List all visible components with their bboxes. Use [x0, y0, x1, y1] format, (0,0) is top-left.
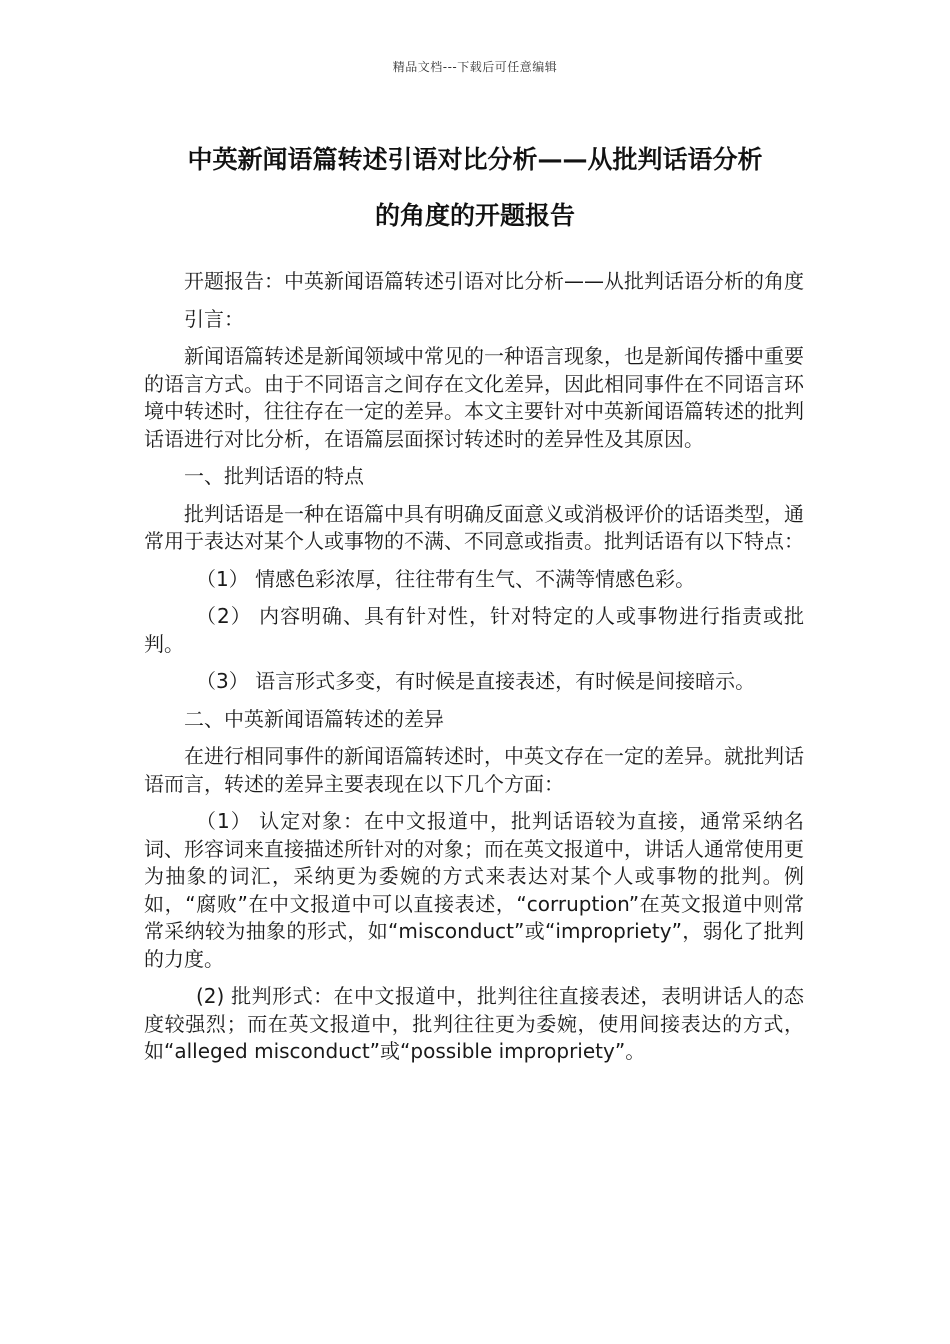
intro-heading: 引言：: [184, 306, 244, 331]
difference-item-1: （1） 认定对象：在中文报道中，批判话语较为直接，通常采纳名词、形容词来直接描述所针对的对象；而在英文报道中，讲话人通常使用更为抽象的词汇，采纳更为委婉的方式来表达对某个人或事物的批判。例如，“腐败”在中文报道中可以直接表述，“corruption”在英文报道中则常常采纳较为抽象的形式，如“misconduct”或“impropriety”，弱化了批判的力度。: [144, 809, 804, 971]
subtitle-paragraph: 开题报告：中英新闻语篇转述引语对比分析——从批判话语分析的角度: [184, 269, 804, 293]
difference-item-2: (2) 批判形式：在中文报道中，批判往往直接表述，表明讲话人的态度较强烈；而在英文报道中，批判往往更为委婉，使用间接表达的方式，如“alleged misconduct”或“possible impropriety”。: [144, 984, 804, 1063]
list-item-2: （2） 内容明确、具有针对性，针对特定的人或事物进行指责或批判。: [144, 604, 804, 656]
section-2-paragraph: 在进行相同事件的新闻语篇转述时，中英文存在一定的差异。就批判话语而言，转述的差异主要表现在以下几个方面：: [144, 744, 804, 796]
intro-paragraph: 新闻语篇转述是新闻领域中常见的一种语言现象，也是新闻传播中重要的语言方式。由于不同语言之间存在文化差异，因此相同事件在不同语言环境中转述时，往往存在一定的差异。本文主要针对中英新闻语篇转述的批判话语进行对比分析，在语篇层面探讨转述时的差异性及其原因。: [144, 344, 804, 451]
title-line-2: 的角度的开题报告: [374, 201, 575, 230]
section-1-paragraph: 批判话语是一种在语篇中具有明确反面意义或消极评价的话语类型，通常用于表达对某个人或事物的不满、不同意或指责。批判话语有以下特点：: [144, 501, 804, 553]
list-item-3: （3） 语言形式多变，有时候是直接表述，有时候是间接暗示。: [196, 669, 756, 693]
document-title: [140, 132, 810, 244]
list-item-1: （1） 情感色彩浓厚，往往带有生气、不满等情感色彩。: [196, 566, 696, 591]
section-2-heading: 二、中英新闻语篇转述的差异: [184, 706, 444, 731]
document-body: [144, 268, 804, 1076]
section-1-heading: 一、批判话语的特点: [184, 464, 364, 488]
page-header: 精品文档---下载后可任意编辑: [392, 60, 558, 74]
title-line-1: 中英新闻语篇转述引语对比分析——从批判话语分析: [187, 145, 763, 174]
